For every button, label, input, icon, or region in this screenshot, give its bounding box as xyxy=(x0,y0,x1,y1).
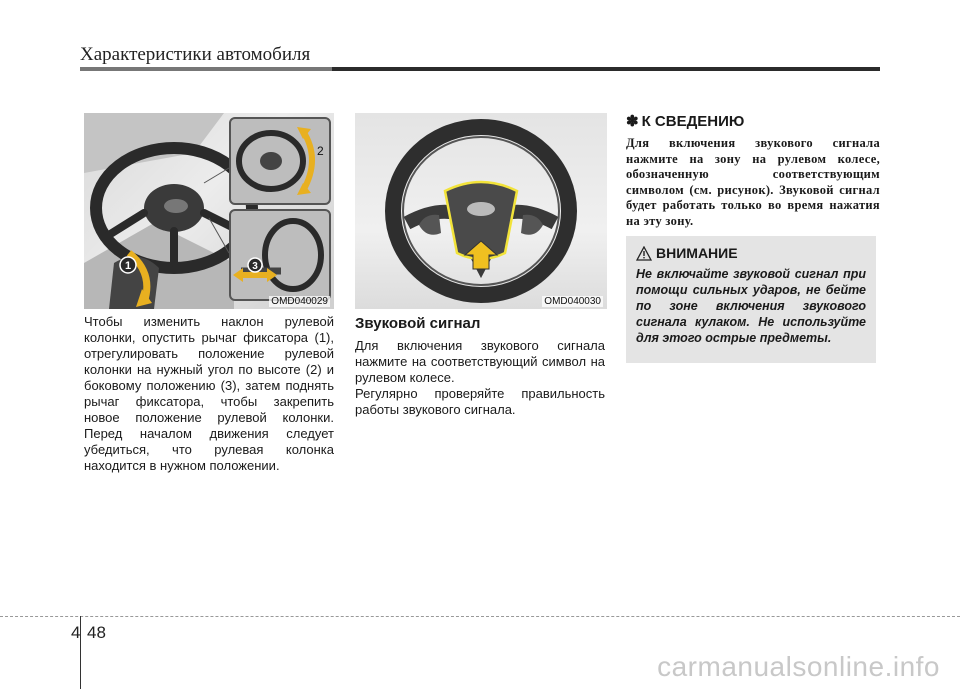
horn-section xyxy=(355,314,605,418)
reach-adjust-illustration xyxy=(231,211,329,299)
callout-1-label: 1 xyxy=(124,260,132,272)
header-rule-accent xyxy=(80,67,332,71)
callout-3-label: 3 xyxy=(252,261,258,272)
callout-2: 2 xyxy=(317,144,324,158)
horn-section-title: Звуковой сигнал xyxy=(355,315,481,332)
inset-height-adjust xyxy=(229,117,331,205)
page-number: 48 xyxy=(87,623,106,642)
horn-section-text: Для включения звукового сигнала нажмите на соответствующий символ на рулевом колесе. Регулярно проверяйте правильность работы звукового сигнала. xyxy=(355,338,605,417)
info-note-title xyxy=(626,112,880,132)
info-note-title-text: К СВЕДЕНИЮ xyxy=(641,113,745,130)
page-header-title: Характеристики автомобиля xyxy=(80,44,311,65)
figure-horn-zone xyxy=(355,113,607,309)
info-note-text: Для включения звукового сигнала нажмите на зону на рулевом колесе, обозначенную соответствующим символом (см. рисунок). Звуковой сигнал будет работать только во время нажатия на эту зону. xyxy=(626,136,880,228)
steering-adjust-text: Чтобы изменить наклон рулевой колонки, опустить рычаг фиксатора (1), отрегулировать положение рулевой колонки на нужный угол по высоте (2) и боковому положению (3), затем поднять рычаг фиксатора, чтобы закрепить новое положение рулевой колонки. Перед началом движения следует убедиться, что рулевая колонка находится в нужном положении. xyxy=(84,314,334,473)
figure-code: OMD040029 xyxy=(271,296,328,307)
info-note xyxy=(626,112,880,229)
footer-divider xyxy=(0,616,960,617)
warning-triangle-icon xyxy=(636,246,652,261)
figure-code: OMD040030 xyxy=(544,296,601,307)
inset-reach-adjust xyxy=(229,209,331,301)
warning-header xyxy=(636,244,866,262)
steering-wheel-horn-illustration xyxy=(355,113,607,309)
chapter-number: 4 xyxy=(71,623,81,642)
asterisk-mark-icon: ✽ xyxy=(626,113,639,130)
height-adjust-illustration xyxy=(231,119,329,203)
figure-steering-column-adjustment xyxy=(84,113,334,309)
watermark: carmanualsonline.info xyxy=(657,651,940,682)
warning-text: Не включайте звуковой сигнал при помощи сильных ударов, не бейте по зоне включения звукового сигнала кулаком. Не используйте для этого острые предметы. xyxy=(636,267,866,345)
warning-box xyxy=(626,236,876,363)
warning-title: ВНИМАНИЕ xyxy=(656,245,738,261)
